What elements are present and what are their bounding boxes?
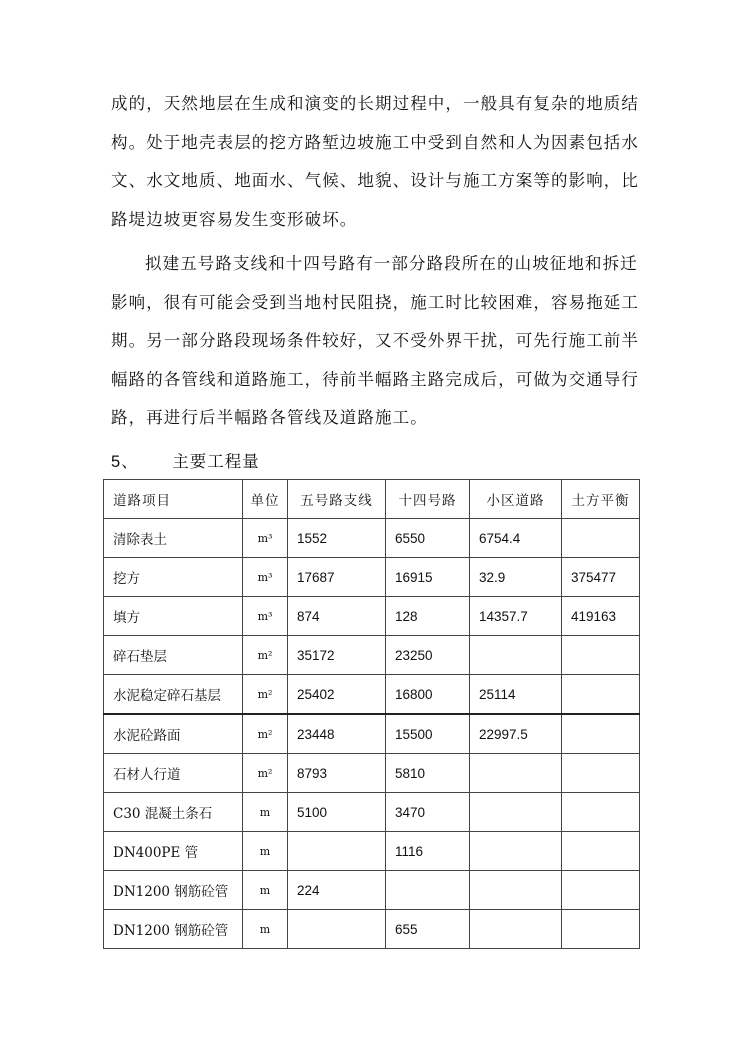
row-value (470, 636, 562, 675)
row-value: 375477 (562, 558, 640, 597)
row-value: 32.9 (470, 558, 562, 597)
row-unit: m (243, 793, 288, 832)
row-item-name: 水泥稳定碎石基层 (104, 675, 243, 715)
row-value: 15500 (386, 714, 470, 754)
row-value: 23448 (288, 714, 386, 754)
row-value (562, 871, 640, 910)
table-row (104, 832, 640, 871)
row-item-name: DN400PE 管 (104, 832, 243, 871)
row-value (470, 871, 562, 910)
row-value: 14357.7 (470, 597, 562, 636)
row-item-name: 水泥砼路面 (104, 714, 243, 754)
row-value: 17687 (288, 558, 386, 597)
header-community-road: 小区道路 (470, 480, 562, 519)
row-item-name: DN1200 钢筋砼管 (104, 871, 243, 910)
row-value (386, 871, 470, 910)
row-value (470, 793, 562, 832)
header-road-item: 道路项目 (104, 480, 243, 519)
table-header-row (104, 480, 640, 519)
row-value: 5810 (386, 754, 470, 793)
row-unit: m³ (243, 558, 288, 597)
row-value: 1552 (288, 519, 386, 558)
table-row (104, 519, 640, 558)
row-item-name: 填方 (104, 597, 243, 636)
header-unit: 单位 (243, 480, 288, 519)
header-road-5-branch: 五号路支线 (288, 480, 386, 519)
row-item-name: 清除表土 (104, 519, 243, 558)
row-value (288, 910, 386, 949)
row-value: 25114 (470, 675, 562, 715)
row-value (562, 636, 640, 675)
row-item-name: C30 混凝土条石 (104, 793, 243, 832)
quantities-table (103, 479, 640, 949)
section-title: 主要工程量 (172, 452, 260, 471)
section-number: 5、 (111, 453, 139, 471)
row-value: 1116 (386, 832, 470, 871)
row-value: 128 (386, 597, 470, 636)
row-unit: m² (243, 714, 288, 754)
row-unit: m³ (243, 519, 288, 558)
row-value (470, 832, 562, 871)
row-value (562, 519, 640, 558)
table-row (104, 871, 640, 910)
row-value: 25402 (288, 675, 386, 715)
row-item-name: DN1200 钢筋砼管 (104, 910, 243, 949)
row-item-name: 碎石垫层 (104, 636, 243, 675)
paragraph-1: 成的，天然地层在生成和演变的长期过程中，一般具有复杂的地质结构。处于地壳表层的挖方路堑边坡施工中受到自然和人为因素包括水文、水文地质、地面水、气候、地貌、设计与施工方案等的影响，比路堤边坡更容易发生变形破坏。 (111, 94, 639, 229)
row-value: 8793 (288, 754, 386, 793)
paragraph-2: 拟建五号路支线和十四号路有一部分路段所在的山坡征地和拆迁影响，很有可能会受到当地村民阻挠，施工时比较困难，容易拖延工期。另一部分路段现场条件较好，又不受外界干扰，可先行施工前半幅路的各管线和道路施工，待前半幅路主路完成后，可做为交通导行路，再进行后半幅路各管线及道路施工。 (111, 254, 639, 427)
row-value: 419163 (562, 597, 640, 636)
row-value (562, 910, 640, 949)
row-value (562, 754, 640, 793)
row-value: 16800 (386, 675, 470, 715)
row-value: 16915 (386, 558, 470, 597)
table-row (104, 558, 640, 597)
row-value: 6754.4 (470, 519, 562, 558)
row-item-name: 挖方 (104, 558, 243, 597)
row-unit: m³ (243, 597, 288, 636)
table-row (104, 754, 640, 793)
row-value: 3470 (386, 793, 470, 832)
table-row (104, 597, 640, 636)
header-road-14: 十四号路 (386, 480, 470, 519)
header-earthwork-balance: 土方平衡 (562, 480, 640, 519)
row-value: 655 (386, 910, 470, 949)
row-value (470, 910, 562, 949)
row-value (562, 714, 640, 754)
row-unit: m² (243, 754, 288, 793)
row-value (562, 793, 640, 832)
row-value: 35172 (288, 636, 386, 675)
section-heading (111, 448, 260, 472)
row-unit: m² (243, 636, 288, 675)
row-value: 23250 (386, 636, 470, 675)
row-value (288, 832, 386, 871)
row-unit: m (243, 832, 288, 871)
table-row (104, 636, 640, 675)
table-row (104, 910, 640, 949)
row-value: 224 (288, 871, 386, 910)
table-row (104, 793, 640, 832)
row-value (562, 832, 640, 871)
row-value: 6550 (386, 519, 470, 558)
row-unit: m (243, 871, 288, 910)
row-value: 5100 (288, 793, 386, 832)
table-row (104, 675, 640, 715)
row-item-name: 石材人行道 (104, 754, 243, 793)
table-row (104, 714, 640, 754)
row-value: 22997.5 (470, 714, 562, 754)
row-value (562, 675, 640, 715)
row-unit: m (243, 910, 288, 949)
row-value: 874 (288, 597, 386, 636)
row-value (470, 754, 562, 793)
row-unit: m² (243, 675, 288, 715)
